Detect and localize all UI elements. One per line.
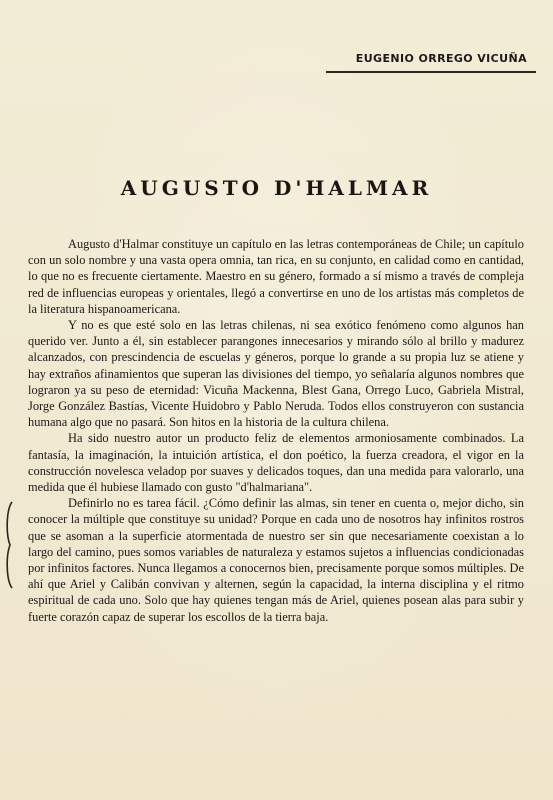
running-header-author: EUGENIO ORREGO VICUÑA xyxy=(355,52,527,65)
header-rule xyxy=(326,71,536,73)
paragraph: Y no es que esté solo en las letras chilenas, ni sea exótico fenómeno como algunos han querido ver. Junto a él, sin establecer parangones innecesarios y mirando sólo al brillo y madurez alcanzados, con prescindencia de escuelas y géneros, porque lo grande a su propia luz se atiene y hay extraños afinamientos que superan las divisiones del tiempo, yo señalaría algunos nombres que lograron ya su peso de eternidad: Vicuña Mackenna, Blest Gana, Orrego Luco, Gabriela Mistral, Jorge González Bastías, Vicente Huidobro y Pablo Neruda. Todos ellos construyeron con sustancia humana algo que no pasará. Son hitos en la historia de la cultura chilena. xyxy=(28,318,524,430)
chapter-title: AUGUSTO D'HALMAR xyxy=(120,176,433,200)
article-body xyxy=(28,236,524,625)
margin-bracket-mark xyxy=(4,500,14,590)
paragraph: Definirlo no es tarea fácil. ¿Cómo definir las almas, sin tener en cuenta o, mejor dicho, sin conocer la múltiple que constituye su unidad? Porque en cada uno de nosotros hay infinitos rostros que se asoman a la superficie atormentada de nuestro ser sin que necesariamente coexistan a lo largo del camino, pues somos variables de naturaleza y estamos sujetos a influencias condicionadas por infinitos factores. Nunca llegamos a conocernos bien, precisamente porque somos múltiples. De ahí que Ariel y Calibán convivan y alternen, según la capacidad, la interna disciplina y el ritmo espiritual de cada uno. Solo que hay quienes tengan más de Ariel, quienes posean alas para subir y fuerte corazón capaz de superar los escollos de la tierra baja. xyxy=(28,496,524,624)
paragraph: Augusto d'Halmar constituye un capítulo en las letras contemporáneas de Chile; un capítulo con un solo nombre y una vasta opera omnia, tan rica, en su conjunto, en calidad como en cantidad, lo que no es frecuente ciertamente. Maestro en su género, formado a sí mismo a través de compleja red de influencias europeas y orientales, llegó a convertirse en uno de los artistas más completos de la literatura hispanoamericana. xyxy=(28,237,524,316)
paragraph: Ha sido nuestro autor un producto feliz de elementos armoniosamente combinados. La fantasía, la imaginación, la intuición artística, el don poético, la fuerza creadora, el vigor en la construcción novelesca veladop por suaves y delicados toques, dan una medida para valorarlo, una medida que él hubiese llamado con gusto "d'halmariana". xyxy=(28,431,524,495)
